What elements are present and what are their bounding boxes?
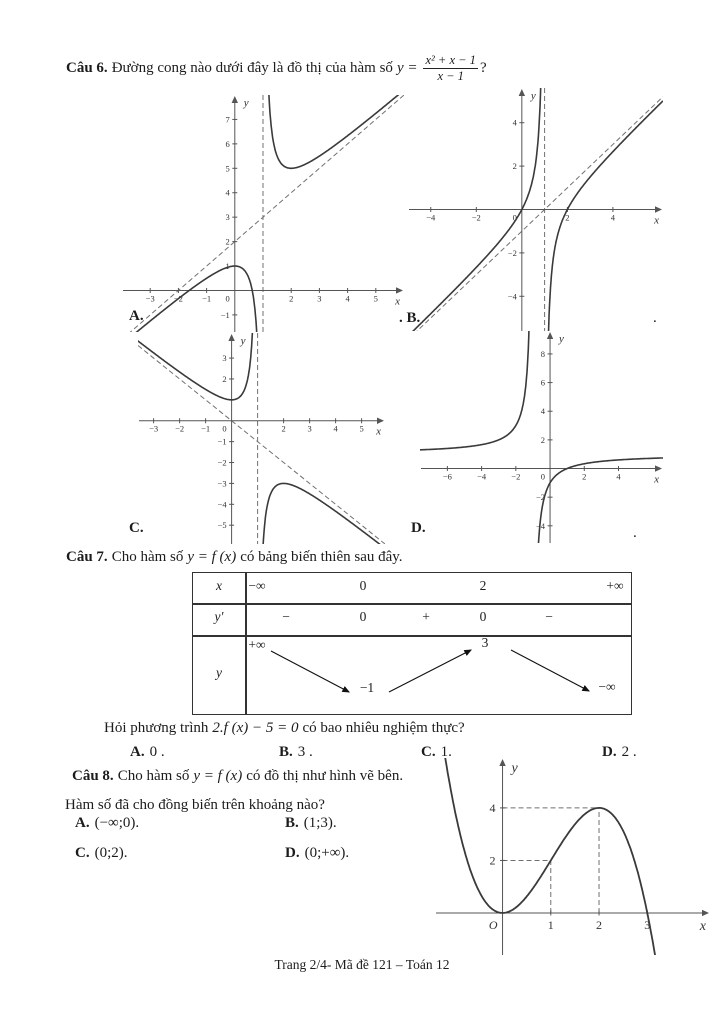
q8-option-b-letter: B. — [285, 815, 299, 831]
y-tick-label: −2 — [217, 457, 227, 468]
option-c-graph-label: C. — [129, 520, 144, 536]
table-var-y-prime: y′ — [214, 609, 224, 624]
x-tick-label: −2 — [511, 471, 521, 482]
table-y-max: 3 — [481, 635, 489, 650]
origin-label: 0 — [222, 423, 227, 434]
variation-table — [192, 572, 632, 715]
table-y-prime-sign: + — [422, 609, 430, 624]
y-tick-label: 8 — [540, 348, 546, 359]
table-row-divider-1 — [193, 603, 631, 605]
table-trend-arrows — [193, 635, 631, 714]
graph-option-d — [420, 331, 663, 543]
y-tick-label: −1 — [220, 309, 230, 320]
x-tick-label: −4 — [426, 212, 436, 223]
origin-label: O — [488, 917, 498, 932]
x-tick-label: −3 — [149, 423, 159, 434]
question-7-subquestion — [104, 720, 469, 737]
x-axis-arrow — [655, 465, 662, 471]
origin-label: 0 — [225, 293, 230, 304]
option-d-graph-label: D. — [411, 520, 426, 536]
y-tick-label: −3 — [217, 478, 227, 489]
x-tick-label: −1 — [202, 293, 212, 304]
y-tick-label: 2 — [489, 853, 496, 868]
table-y-prime-sign: − — [282, 609, 290, 624]
q7-option-a-text: 0 . — [149, 744, 165, 760]
q7-option-c-letter: C. — [421, 744, 436, 760]
q8-option-b-text: (1;3). — [303, 815, 337, 831]
x-tick-label: 2 — [582, 471, 587, 482]
y-tick-label: 4 — [512, 117, 517, 128]
q8-option-c-text: (0;2). — [94, 845, 128, 861]
fraction-denominator: x − 1 — [437, 68, 464, 83]
x-tick-label: 3 — [644, 917, 651, 932]
y-axis-arrow — [232, 96, 238, 103]
question-6-tail: ? — [479, 59, 487, 76]
y-tick-label: 4 — [225, 187, 230, 198]
question-7-label: Câu 7. — [66, 549, 108, 565]
y-tick-label: −1 — [217, 436, 227, 447]
x-tick-label: 5 — [373, 293, 378, 304]
option-b-trailing-dot: . — [653, 310, 657, 326]
fraction-numerator: x² + x − 1 — [425, 53, 476, 68]
q8-option-a — [75, 815, 139, 832]
y-axis-arrow — [547, 332, 553, 339]
q8-option-c-letter: C. — [75, 845, 90, 861]
y-tick-label: −2 — [507, 247, 517, 258]
question-8-text3: Hàm số đã cho đồng biến trên khoảng nào? — [65, 797, 325, 813]
table-x-value: +∞ — [606, 578, 624, 593]
function-curve — [536, 458, 663, 543]
table-y-prime-sign: − — [545, 609, 553, 624]
function-curve — [420, 331, 530, 450]
x-tick-label: 2 — [565, 212, 570, 223]
y-tick-label: −4 — [536, 520, 546, 531]
q8-option-b — [285, 815, 337, 832]
table-y-min: −1 — [359, 680, 375, 695]
graph-option-a — [122, 95, 404, 332]
y-tick-label: 2 — [222, 373, 227, 384]
q8-option-c — [75, 845, 128, 862]
y-tick-label: −5 — [217, 520, 227, 531]
table-x-value: 2 — [479, 578, 487, 593]
y-axis-label: y — [530, 90, 536, 102]
x-tick-label: −6 — [442, 471, 452, 482]
q7-question-suffix: có bao nhiêu nghiệm thực? — [302, 720, 465, 736]
question-8-formula: y = f (x) — [193, 768, 243, 784]
question-8-text1: Cho hàm số — [117, 768, 190, 784]
option-a-graph-label: A. — [129, 308, 144, 324]
graph-option-b — [408, 88, 663, 331]
x-tick-label: −1 — [201, 423, 211, 434]
q7-option-a-letter: A. — [130, 744, 145, 760]
q8-option-a-text: (−∞;0). — [94, 815, 140, 831]
y-tick-label: −4 — [217, 499, 227, 510]
x-tick-label: 3 — [307, 423, 312, 434]
x-axis-label: x — [654, 473, 659, 486]
x-tick-label: 2 — [289, 293, 294, 304]
question-6-formula-lhs: y = — [396, 59, 418, 76]
x-axis-arrow — [396, 287, 403, 293]
dashed-guide-line — [138, 346, 385, 544]
option-d-trailing-dot: . — [633, 525, 637, 541]
function-curve — [266, 95, 404, 168]
x-axis-label: x — [654, 214, 659, 227]
arrow-increasing — [389, 650, 471, 692]
arrow-decreasing — [511, 650, 589, 691]
x-axis-arrow — [655, 206, 662, 212]
question-7-heading — [66, 549, 407, 566]
y-axis-label: y — [243, 97, 249, 109]
y-tick-label: 2 — [512, 161, 517, 172]
x-tick-label: 4 — [616, 471, 621, 482]
y-tick-label: 7 — [225, 114, 230, 125]
y-tick-label: 1 — [225, 261, 230, 272]
x-tick-label: 5 — [359, 423, 364, 434]
y-tick-label: 4 — [540, 406, 546, 417]
x-tick-label: −4 — [477, 471, 487, 482]
x-tick-label: 4 — [610, 212, 616, 223]
y-axis-label: y — [559, 333, 564, 345]
page-footer: Trang 2/4- Mã đề 121 – Toán 12 — [274, 957, 450, 972]
x-tick-label: 2 — [281, 423, 286, 434]
q7-option-d-text: 2 . — [621, 744, 637, 760]
y-tick-label: 3 — [225, 212, 230, 223]
question-8-label: Câu 8. — [72, 768, 114, 784]
y-tick-label: 6 — [540, 377, 546, 388]
x-tick-label: 1 — [547, 917, 554, 932]
x-tick-label: 4 — [333, 423, 338, 434]
x-axis-label: x — [376, 425, 381, 438]
arrow-decreasing — [271, 651, 349, 692]
y-tick-label: −2 — [536, 492, 546, 503]
question-7-formula: y = f (x) — [187, 549, 237, 565]
y-tick-label: 3 — [222, 353, 227, 364]
x-tick-label: 4 — [345, 293, 350, 304]
q8-option-d — [285, 845, 349, 862]
q7-question-prefix: Hỏi phương trình — [104, 720, 209, 736]
q7-option-a — [130, 744, 165, 761]
y-tick-label: 6 — [225, 138, 230, 149]
question-7-text1: Cho hàm số — [111, 549, 184, 565]
q7-option-b — [279, 744, 313, 761]
x-tick-label: 2 — [596, 917, 603, 932]
q7-option-d-letter: D. — [602, 744, 617, 760]
x-axis-label: x — [699, 918, 706, 934]
q8-option-d-text: (0;+∞). — [304, 845, 350, 861]
x-axis-arrow — [377, 418, 384, 424]
option-b-graph-label: . B. — [399, 310, 421, 326]
table-x-value: 0 — [359, 578, 367, 593]
y-tick-label: −4 — [507, 291, 517, 302]
q7-question-formula: 2.f (x) − 5 = 0 — [212, 720, 299, 736]
graph-option-c — [138, 333, 385, 544]
table-x-value: −∞ — [248, 578, 266, 593]
table-var-x: x — [216, 578, 222, 593]
question-6-heading — [66, 48, 491, 88]
question-7-text2: có bảng biến thiên sau đây. — [240, 549, 403, 565]
table-var-y: y — [216, 665, 222, 680]
origin-label: 0 — [540, 471, 546, 482]
question-8-text2: có đồ thị như hình vẽ bên. — [246, 768, 404, 784]
table-y-prime-sign: 0 — [479, 609, 487, 624]
question-8-heading — [72, 768, 407, 785]
question-6-label: Câu 6. — [66, 59, 108, 76]
x-tick-label: −2 — [175, 423, 185, 434]
graph-question-8 — [435, 758, 710, 955]
y-tick-label: 2 — [225, 236, 230, 247]
dashed-guide-line — [408, 97, 663, 331]
x-axis-label: x — [395, 295, 400, 308]
q7-option-b-text: 3 . — [297, 744, 313, 760]
x-tick-label: −3 — [145, 293, 155, 304]
table-y-prime-sign: 0 — [359, 609, 367, 624]
y-tick-label: 4 — [489, 800, 496, 815]
y-axis-label: y — [240, 335, 246, 347]
function-curve — [261, 483, 385, 544]
y-axis-label: y — [511, 761, 518, 776]
y-axis-arrow — [228, 334, 234, 341]
x-tick-label: 3 — [317, 293, 322, 304]
x-axis-arrow — [702, 910, 709, 916]
x-tick-label: −2 — [471, 212, 481, 223]
y-axis-arrow — [519, 89, 525, 96]
q7-option-b-letter: B. — [279, 744, 293, 760]
q8-option-a-letter: A. — [75, 815, 90, 831]
origin-label: 0 — [512, 212, 517, 223]
table-y-limit-end: −∞ — [598, 679, 616, 694]
q8-option-d-letter: D. — [285, 845, 300, 861]
q7-option-c-text: 1. — [440, 744, 452, 760]
y-axis-arrow — [499, 759, 505, 766]
y-tick-label: 2 — [540, 434, 546, 445]
function-curve — [547, 101, 663, 331]
table-y-limit-start: +∞ — [248, 637, 266, 652]
function-curve — [138, 333, 255, 400]
question-6-fraction — [423, 53, 477, 83]
question-6-text: Đường cong nào dưới đây là đồ thị của hàm số — [111, 59, 393, 76]
x-tick-label: −2 — [173, 293, 183, 304]
y-tick-label: 5 — [225, 163, 230, 174]
